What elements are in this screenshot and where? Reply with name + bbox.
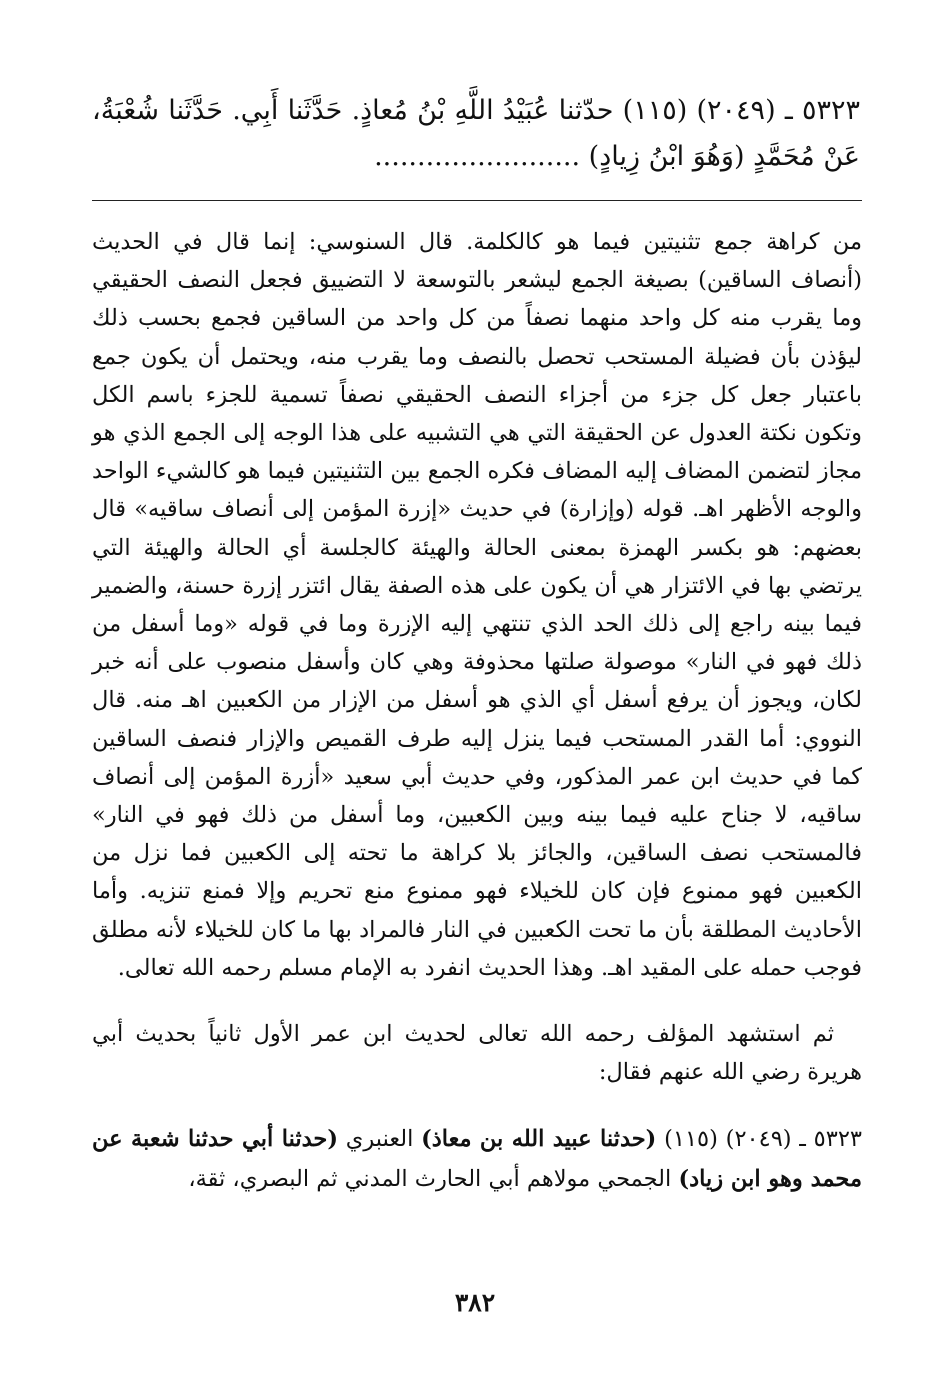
narrator-note-2: الجمحي مولاهم أبي الحارث المدني ثم البصري، ثقة، — [188, 1166, 672, 1193]
commentary-paragraph: من كراهة جمع تثنيتين فيما هو كالكلمة. قال السنوسي: إنما قال في الحديث (أنصاف الساقين) بصيغة الجمع ليشعر بالتوسعة لا التضييق فجعل النصف الحقيقي وما يقرب منه كل واحد منهما نصفاً من كل واحد من الساقين فجمع بحسب ذلك ليؤذن بأن فضيلة المستحب تحصل بالنصف وما يقرب منه، ويحتمل أن يكون جمع باعتبار جعل كل جزء من أجزاء النصف الحقيقي نصفاً تسمية للجزء باسم الكل وتكون نكتة العدول عن الحقيقة التي هي التشبيه على هذا الوجه إلى الجمع الذي هو مجاز لتضمن المضاف إليه المضاف فكره الجمع بين التثنيتين فيما هو كالشيء الواحد والوجه الأظهر اهـ. قوله (وإزارة) في حديث «إزرة المؤمن إلى أنصاف ساقيه» قال بعضهم: هو بكسر الهمزة بمعنى الحالة والهيئة كالجلسة أي الحالة والهيئة التي يرتضي بها في الائتزار هي أن يكون على هذه الصفة يقال ائتزر إزرة حسنة، والضمير فيما بينه راجع إلى ذلك الحد الذي تنتهي إليه الإزرة وما في قوله «وما أسفل من ذلك فهو في النار» موصولة صلتها محذوفة وهي كان وأسفل منصوب على أنه خبر لكان، ويجوز أن يرفع أسفل أي الذي هو أسفل من الإزار من الكعبين اهـ منه. قال النووي: أما القدر المستحب فيما ينزل إليه طرف القميص والإزار فنصف الساقين كما في حديث ابن عمر المذكور، وفي حديث أبي سعيد «أزرة المؤمن إلى أنصاف ساقيه، لا جناح عليه فيما بينه وبين الكعبين، وما أسفل من ذلك فهو في النار» فالمستحب نصف الساقين، والجائز بلا كراهة ما تحته إلى الكعبين فما نزل من الكعبين فهو ممنوع فإن كان للخيلاء فهو ممنوع منع تحريم وإلا فمنع تنزيه. وأما الأحاديث المطلقة بأن ما تحت الكعبين في النار فالمراد بها ما كان للخيلاء لأنه مطلق فوجب حمله على المقيد اهـ. وهذا الحديث انفرد به الإمام مسلم رحمه الله تعالى. — [92, 229, 862, 981]
hadith-text: ٥٣٢٣ ـ (٢٠٤٩) (١١٥) حدّثنا عُبَيْدُ اللَّهِ بْنُ مُعاذٍ. حَدَّثَنا أَبِي. حَدَّثَنا شُعْبَةُ، عَنْ مُحَمَّدٍ (وَهُوَ ابْنُ زِيادٍ) ........................ — [92, 95, 861, 172]
section-divider — [92, 200, 862, 201]
isnad-paragraph — [92, 1119, 862, 1199]
hadith-number: ٥٣٢٣ ـ (٢٠٤٩) (١١٥) — [664, 1126, 862, 1153]
narrator-chain-bold-2: (حدثنا أبي حدثنا شعبة عن محمد وهو ابن زياد) — [92, 1126, 862, 1193]
narrator-chain-bold-1: (حدثنا عبيد الله بن معاذ) — [421, 1126, 657, 1153]
narrator-note-1: العنبري — [345, 1126, 414, 1153]
transition-paragraph: ثم استشهد المؤلف رحمه الله تعالى لحديث ابن عمر الأول ثانياً بحديث أبي هريرة رضي الله عنهم فقال: — [92, 1021, 862, 1086]
page-number: ٣٨٢ — [454, 1288, 496, 1317]
